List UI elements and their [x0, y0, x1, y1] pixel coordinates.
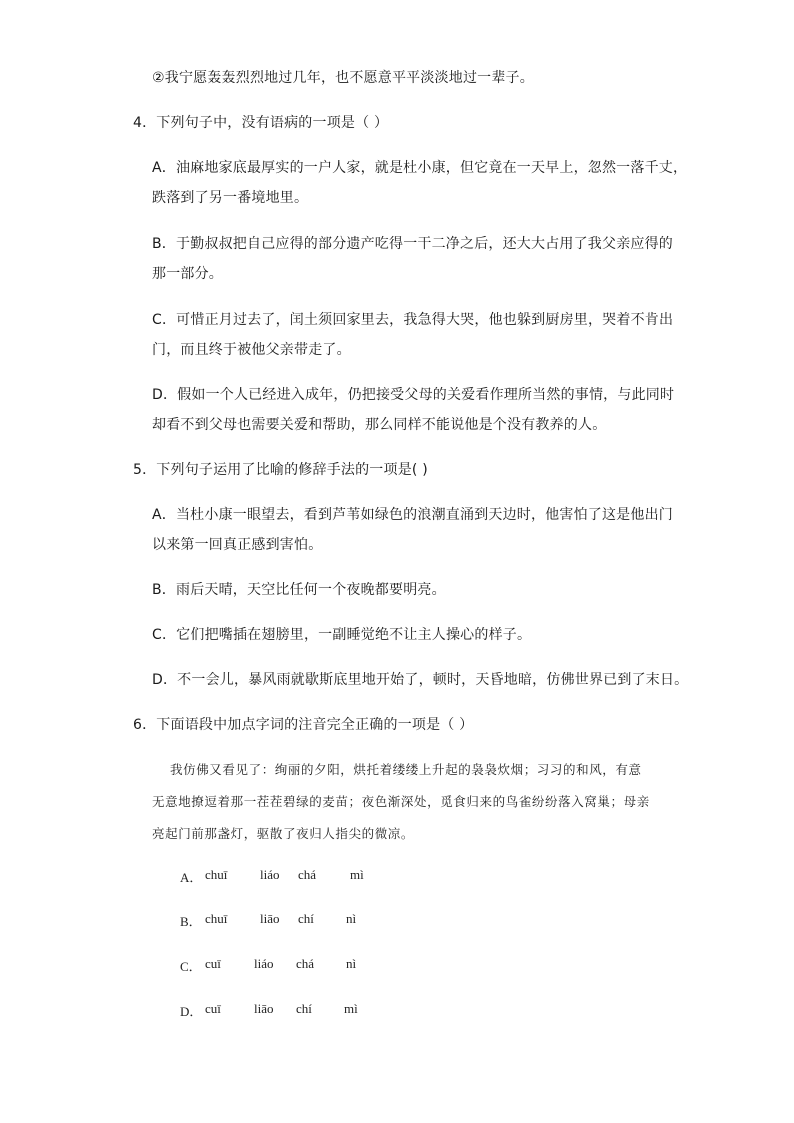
q5-option-c: C．它们把嘴插在翅膀里，一副睡觉绝不让主人操心的样子。	[152, 627, 532, 643]
pinyin: liáo	[260, 867, 280, 882]
intro-line: ②我宁愿轰轰烈烈地过几年，也不愿意平平淡淡地过一辈子。	[152, 70, 534, 86]
pinyin: liāo	[260, 911, 280, 926]
q5-option-a-line2: 以来第一回真正感到害怕。	[152, 537, 323, 553]
q4-option-c-line2: 门，而且终于被他父亲带走了。	[152, 342, 351, 358]
pinyin: cuī	[205, 1001, 221, 1016]
q6-passage-line3: 亮起门前那盏灯，驱散了夜归人指尖的微凉。	[152, 826, 415, 841]
pinyin: mì	[344, 1001, 358, 1016]
option-label: B．	[180, 914, 202, 929]
question-5-stem: 5．下列句子运用了比喻的修辞手法的一项是( )	[133, 462, 428, 478]
pinyin: chá	[298, 867, 317, 882]
pinyin: nì	[346, 911, 357, 926]
option-label: A．	[180, 870, 203, 885]
q4-option-c-line1: C．可惜正月过去了，闰土须回家里去，我急得大哭，他也躲到厨房里，哭着不肯出	[152, 312, 674, 328]
pinyin: cuī	[205, 956, 221, 971]
pinyin: liáo	[254, 956, 274, 971]
q4-option-d-line1: D．假如一个人已经进入成年，仍把接受父母的关爱看作理所当然的事情，与此同时	[152, 387, 675, 403]
q5-option-a-line1: A．当杜小康一眼望去，看到芦苇如绿色的浪潮直涌到天边时，他害怕了这是他出门	[152, 507, 673, 523]
pinyin: chí	[296, 1001, 312, 1016]
q4-option-a-line2: 跌落到了另一番境地里。	[152, 190, 309, 206]
pinyin: nì	[346, 956, 357, 971]
q6-passage-line2: 无意地撩逗着那一茬茬碧绿的麦苗；夜色渐深处，觅食归来的鸟雀纷纷落入窝巢；母亲	[152, 794, 650, 809]
pinyin: chuī	[205, 911, 228, 926]
question-4-stem: 4．下列句子中，没有语病的一项是（ ）	[133, 115, 389, 131]
pinyin: mì	[350, 867, 364, 882]
pinyin: chuī	[205, 867, 228, 882]
option-label: D．	[180, 1004, 203, 1019]
pinyin: chá	[296, 956, 315, 971]
pinyin: liāo	[254, 1001, 274, 1016]
q6-passage-line1: 我仿佛又看见了：绚丽的夕阳，烘托着缕缕上升起的袅袅炊烟；习习的和风，有意	[170, 762, 642, 777]
q5-option-b: B．雨后天晴，天空比任何一个夜晚都要明亮。	[152, 582, 446, 598]
q4-option-b-line2: 那一部分。	[152, 266, 223, 282]
option-label: C．	[180, 959, 202, 974]
q4-option-a-line1: A．油麻地家底最厚实的一户人家，就是杜小康，但它竟在一天早上，忽然一落千丈，	[152, 160, 688, 176]
q4-option-b-line1: B．于勤叔叔把自己应得的部分遗产吃得一干二净之后，还大大占用了我父亲应得的	[152, 236, 674, 252]
q4-option-d-line2: 却看不到父母也需要关爱和帮助，那么同样不能说他是个没有教养的人。	[152, 417, 607, 433]
question-6-stem: 6．下面语段中加点字词的注音完全正确的一项是（ ）	[133, 717, 474, 733]
pinyin: chí	[298, 911, 314, 926]
q5-option-d: D．不一会儿，暴风雨就歇斯底里地开始了，顿时，天昏地暗，仿佛世界已到了末日。	[152, 672, 689, 688]
